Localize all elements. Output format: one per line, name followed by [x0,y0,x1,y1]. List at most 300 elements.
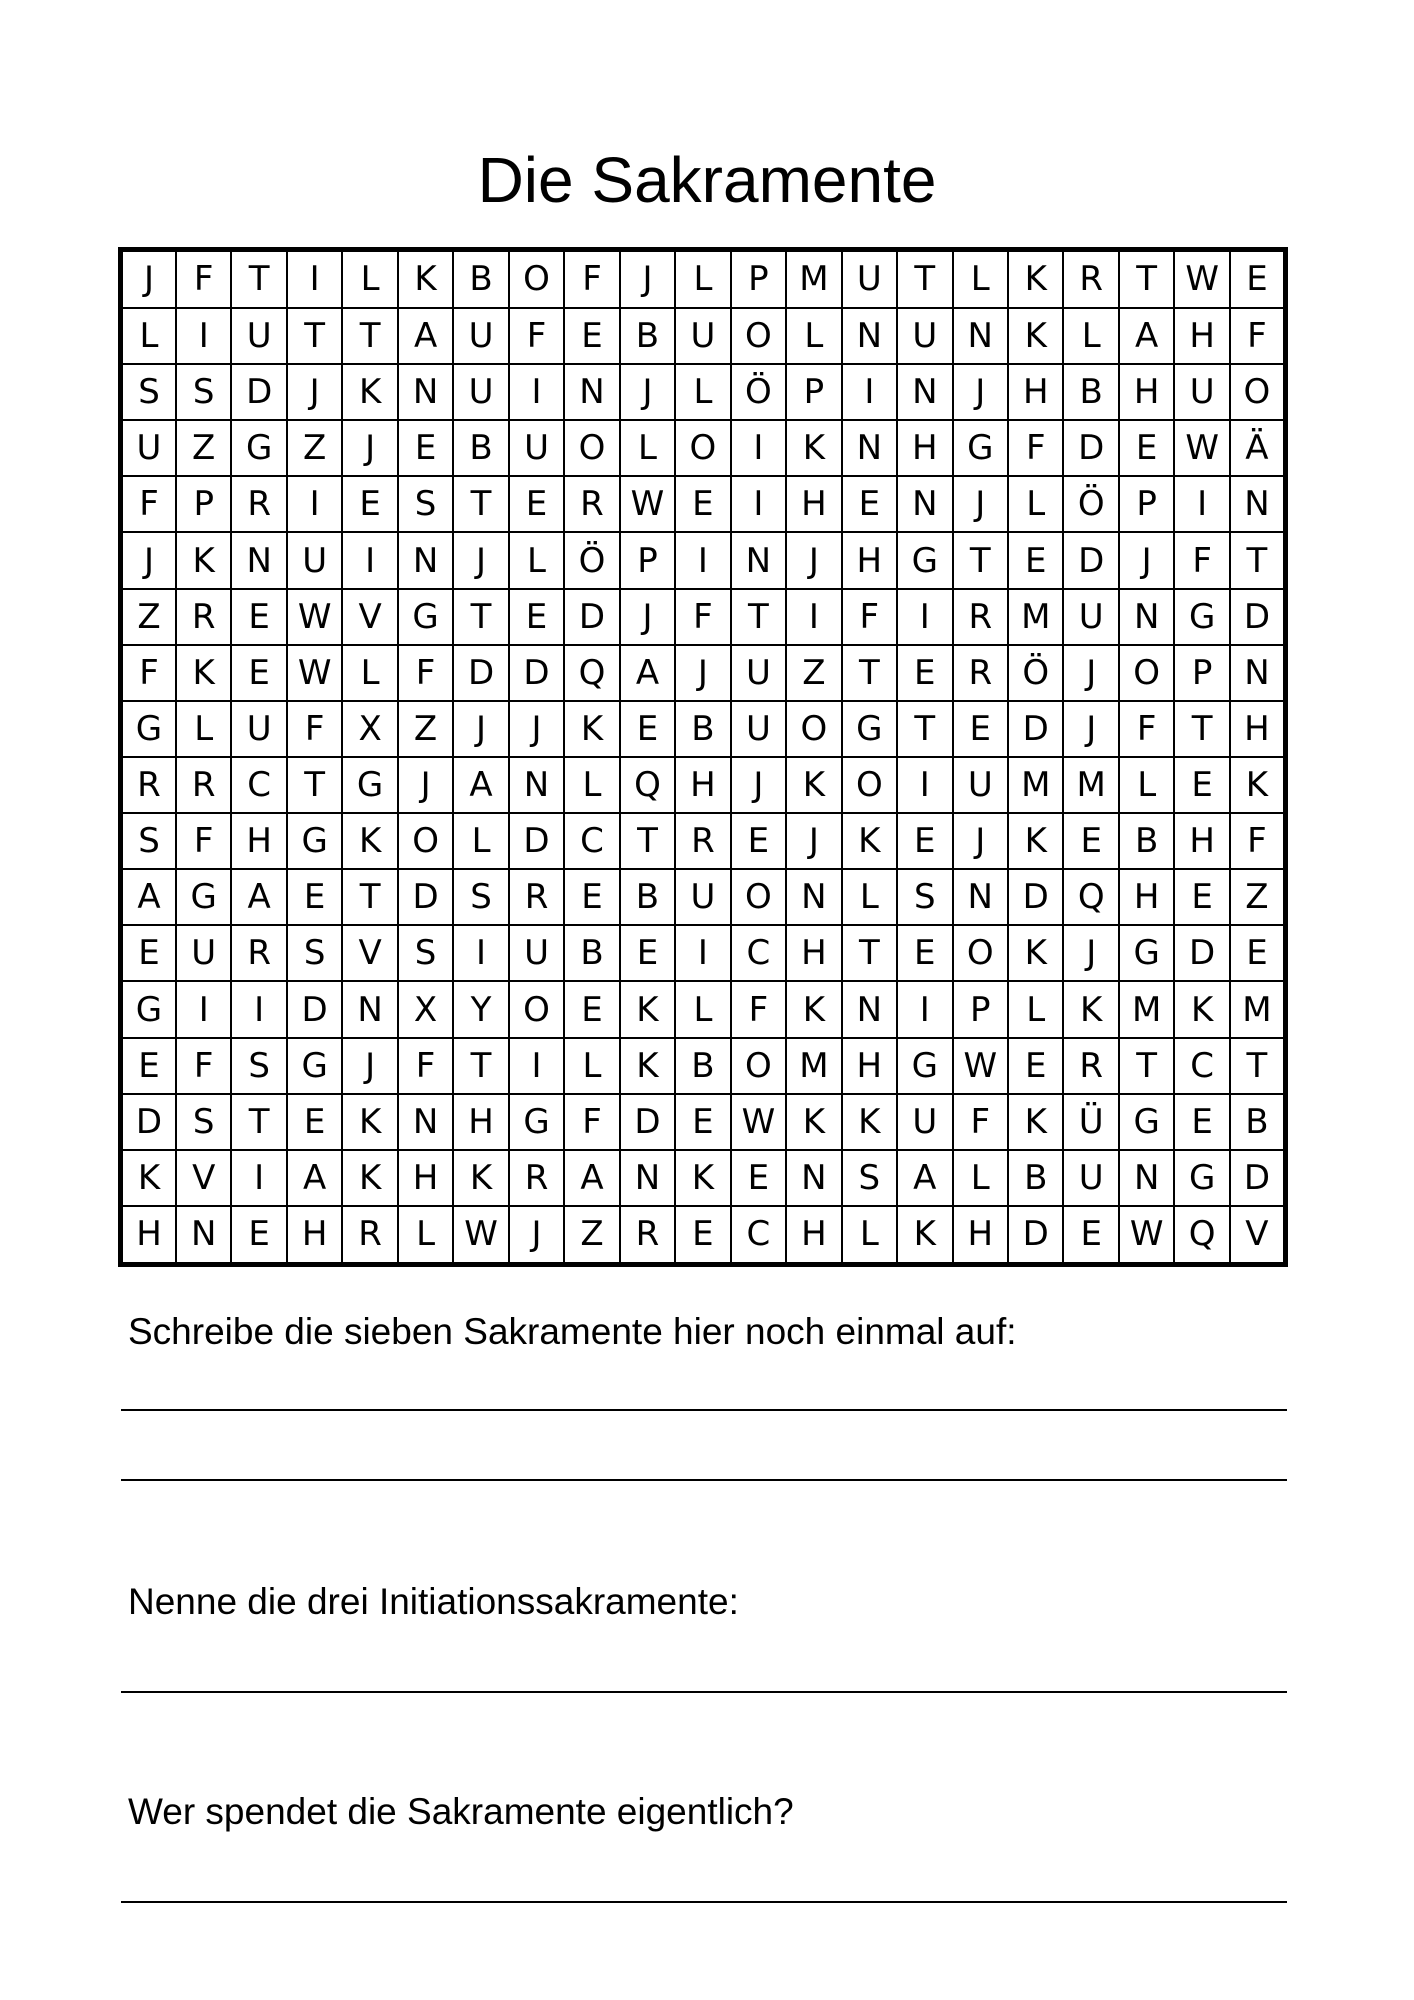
grid-cell[interactable]: N [953,308,1008,364]
grid-cell[interactable]: E [564,308,619,364]
grid-cell[interactable]: M [786,250,841,308]
grid-cell[interactable]: L [564,1038,619,1094]
grid-cell[interactable]: E [1119,420,1174,476]
grid-cell[interactable]: N [231,532,286,588]
grid-cell[interactable]: N [1230,645,1286,701]
grid-cell[interactable]: F [842,589,897,645]
grid-cell[interactable]: N [897,476,952,532]
grid-cell[interactable]: Q [1174,1206,1229,1265]
grid-cell[interactable]: A [121,869,176,925]
grid-cell[interactable]: E [1174,869,1229,925]
grid-cell[interactable]: I [842,364,897,420]
grid-cell[interactable]: P [1174,645,1229,701]
grid-cell[interactable]: H [287,1206,342,1265]
grid-cell[interactable]: A [287,1150,342,1206]
grid-cell[interactable]: H [1008,364,1063,420]
grid-cell[interactable]: C [564,813,619,869]
grid-cell[interactable]: K [786,981,841,1037]
grid-cell[interactable]: E [1063,1206,1118,1265]
grid-cell[interactable]: U [231,308,286,364]
grid-cell[interactable]: E [897,813,952,869]
grid-cell[interactable]: K [453,1150,508,1206]
grid-cell[interactable]: O [953,925,1008,981]
grid-cell[interactable]: F [1119,701,1174,757]
grid-cell[interactable]: T [231,1094,286,1150]
grid-cell[interactable]: E [1063,813,1118,869]
grid-cell[interactable]: K [342,1094,397,1150]
grid-cell[interactable]: Ö [564,532,619,588]
grid-cell[interactable]: G [342,757,397,813]
grid-cell[interactable]: E [1230,250,1286,308]
grid-cell[interactable]: E [1174,1094,1229,1150]
grid-cell[interactable]: A [398,308,453,364]
grid-cell[interactable]: E [731,813,786,869]
grid-cell[interactable]: K [1230,757,1286,813]
grid-cell[interactable]: T [842,925,897,981]
grid-cell[interactable]: J [675,645,730,701]
grid-cell[interactable]: Z [786,645,841,701]
grid-cell[interactable]: H [842,532,897,588]
grid-cell[interactable]: G [287,1038,342,1094]
grid-cell[interactable]: D [1230,589,1286,645]
grid-cell[interactable]: A [453,757,508,813]
grid-cell[interactable]: U [897,1094,952,1150]
grid-cell[interactable]: H [675,757,730,813]
grid-cell[interactable]: I [287,250,342,308]
grid-cell[interactable]: E [121,925,176,981]
grid-cell[interactable]: J [1063,925,1118,981]
grid-cell[interactable]: O [509,250,564,308]
answer-line-1[interactable] [121,1409,1287,1411]
grid-cell[interactable]: K [786,1094,841,1150]
grid-cell[interactable]: J [1063,645,1118,701]
grid-cell[interactable]: U [731,701,786,757]
grid-cell[interactable]: O [1119,645,1174,701]
grid-cell[interactable]: G [1119,1094,1174,1150]
grid-cell[interactable]: L [842,869,897,925]
grid-cell[interactable]: N [398,532,453,588]
grid-cell[interactable]: N [1119,1150,1174,1206]
grid-cell[interactable]: U [1174,364,1229,420]
grid-cell[interactable]: E [231,1206,286,1265]
grid-cell[interactable]: F [564,1094,619,1150]
grid-cell[interactable]: G [121,981,176,1037]
grid-cell[interactable]: Ö [1063,476,1118,532]
grid-cell[interactable]: T [1230,532,1286,588]
grid-cell[interactable]: O [675,420,730,476]
grid-cell[interactable]: M [1119,981,1174,1037]
grid-cell[interactable]: Q [1063,869,1118,925]
grid-cell[interactable]: K [786,757,841,813]
grid-cell[interactable]: N [176,1206,231,1265]
grid-cell[interactable]: R [509,869,564,925]
grid-cell[interactable]: R [509,1150,564,1206]
grid-cell[interactable]: K [1063,981,1118,1037]
grid-cell[interactable]: R [953,645,1008,701]
grid-cell[interactable]: E [675,1206,730,1265]
grid-cell[interactable]: A [231,869,286,925]
grid-cell[interactable]: F [121,476,176,532]
grid-cell[interactable]: E [731,1150,786,1206]
grid-cell[interactable]: I [453,925,508,981]
grid-cell[interactable]: B [453,420,508,476]
grid-cell[interactable]: Q [564,645,619,701]
grid-cell[interactable]: U [897,308,952,364]
grid-cell[interactable]: B [620,869,675,925]
grid-cell[interactable]: H [786,1206,841,1265]
grid-cell[interactable]: U [453,364,508,420]
grid-cell[interactable]: Y [453,981,508,1037]
grid-cell[interactable]: P [620,532,675,588]
grid-cell[interactable]: K [620,1038,675,1094]
grid-cell[interactable]: E [1230,925,1286,981]
grid-cell[interactable]: H [1174,308,1229,364]
grid-cell[interactable]: J [786,532,841,588]
grid-cell[interactable]: F [1174,532,1229,588]
grid-cell[interactable]: S [121,813,176,869]
grid-cell[interactable]: V [342,589,397,645]
grid-cell[interactable]: B [1119,813,1174,869]
grid-cell[interactable]: S [398,925,453,981]
grid-cell[interactable]: S [176,1094,231,1150]
grid-cell[interactable]: T [1119,250,1174,308]
grid-cell[interactable]: G [287,813,342,869]
grid-cell[interactable]: D [1008,701,1063,757]
grid-cell[interactable]: M [1008,757,1063,813]
grid-cell[interactable]: K [1174,981,1229,1037]
grid-cell[interactable]: L [342,250,397,308]
grid-cell[interactable]: N [786,869,841,925]
grid-cell[interactable]: J [342,420,397,476]
grid-cell[interactable]: I [176,981,231,1037]
grid-cell[interactable]: U [675,869,730,925]
grid-cell[interactable]: O [564,420,619,476]
grid-cell[interactable]: E [564,981,619,1037]
grid-cell[interactable]: Ü [1063,1094,1118,1150]
grid-cell[interactable]: K [121,1150,176,1206]
grid-cell[interactable]: D [1063,532,1118,588]
grid-cell[interactable]: U [675,308,730,364]
grid-cell[interactable]: N [842,308,897,364]
grid-cell[interactable]: H [842,1038,897,1094]
grid-cell[interactable]: W [287,589,342,645]
grid-cell[interactable]: P [731,250,786,308]
grid-cell[interactable]: E [287,1094,342,1150]
grid-cell[interactable]: F [564,250,619,308]
grid-cell[interactable]: D [1063,420,1118,476]
grid-cell[interactable]: H [1230,701,1286,757]
grid-cell[interactable]: B [675,701,730,757]
answer-line-2[interactable] [121,1479,1287,1481]
grid-cell[interactable]: O [731,869,786,925]
grid-cell[interactable]: K [342,1150,397,1206]
grid-cell[interactable]: G [842,701,897,757]
grid-cell[interactable]: W [453,1206,508,1265]
grid-cell[interactable]: N [953,869,1008,925]
grid-cell[interactable]: H [1174,813,1229,869]
grid-cell[interactable]: K [1008,308,1063,364]
grid-cell[interactable]: S [842,1150,897,1206]
grid-cell[interactable]: F [1008,420,1063,476]
grid-cell[interactable]: F [675,589,730,645]
grid-cell[interactable]: V [1230,1206,1286,1265]
grid-cell[interactable]: O [398,813,453,869]
grid-cell[interactable]: G [398,589,453,645]
grid-cell[interactable]: P [953,981,1008,1037]
grid-cell[interactable]: U [121,420,176,476]
grid-cell[interactable]: U [953,757,1008,813]
grid-cell[interactable]: I [897,757,952,813]
grid-cell[interactable]: J [509,1206,564,1265]
grid-cell[interactable]: T [287,308,342,364]
grid-cell[interactable]: T [453,1038,508,1094]
grid-cell[interactable]: G [121,701,176,757]
grid-cell[interactable]: N [842,981,897,1037]
grid-cell[interactable]: K [897,1206,952,1265]
grid-cell[interactable]: X [398,981,453,1037]
grid-cell[interactable]: U [509,420,564,476]
grid-cell[interactable]: L [1119,757,1174,813]
grid-cell[interactable]: H [453,1094,508,1150]
grid-cell[interactable]: K [176,532,231,588]
grid-cell[interactable]: O [731,1038,786,1094]
grid-cell[interactable]: J [953,813,1008,869]
grid-cell[interactable]: T [453,589,508,645]
grid-cell[interactable]: B [1008,1150,1063,1206]
grid-cell[interactable]: N [1119,589,1174,645]
grid-cell[interactable]: D [564,589,619,645]
grid-cell[interactable]: S [453,869,508,925]
grid-cell[interactable]: M [786,1038,841,1094]
grid-cell[interactable]: F [398,1038,453,1094]
grid-cell[interactable]: N [897,364,952,420]
grid-cell[interactable]: L [509,532,564,588]
grid-cell[interactable]: I [231,981,286,1037]
grid-cell[interactable]: K [620,981,675,1037]
grid-cell[interactable]: D [287,981,342,1037]
grid-cell[interactable]: I [1174,476,1229,532]
grid-cell[interactable]: O [786,701,841,757]
grid-cell[interactable]: C [1174,1038,1229,1094]
grid-cell[interactable]: T [342,869,397,925]
grid-cell[interactable]: N [620,1150,675,1206]
grid-cell[interactable]: J [620,364,675,420]
grid-cell[interactable]: F [731,981,786,1037]
grid-cell[interactable]: L [842,1206,897,1265]
grid-cell[interactable]: N [342,981,397,1037]
grid-cell[interactable]: F [509,308,564,364]
grid-cell[interactable]: I [509,1038,564,1094]
grid-cell[interactable]: A [564,1150,619,1206]
grid-cell[interactable]: A [1119,308,1174,364]
grid-cell[interactable]: S [121,364,176,420]
grid-cell[interactable]: N [398,1094,453,1150]
grid-cell[interactable]: Ö [1008,645,1063,701]
grid-cell[interactable]: H [121,1206,176,1265]
grid-cell[interactable]: E [620,925,675,981]
grid-cell[interactable]: F [1230,308,1286,364]
grid-cell[interactable]: N [842,420,897,476]
grid-cell[interactable]: E [509,476,564,532]
grid-cell[interactable]: K [1008,813,1063,869]
grid-cell[interactable]: S [176,364,231,420]
grid-cell[interactable]: E [121,1038,176,1094]
grid-cell[interactable]: L [675,250,730,308]
grid-cell[interactable]: Z [1230,869,1286,925]
grid-cell[interactable]: Ö [731,364,786,420]
grid-cell[interactable]: J [453,532,508,588]
grid-cell[interactable]: J [287,364,342,420]
grid-cell[interactable]: E [675,476,730,532]
grid-cell[interactable]: H [1119,869,1174,925]
grid-cell[interactable]: K [842,813,897,869]
grid-cell[interactable]: P [1119,476,1174,532]
grid-cell[interactable]: R [176,757,231,813]
grid-cell[interactable]: I [897,589,952,645]
grid-cell[interactable]: I [731,420,786,476]
grid-cell[interactable]: N [786,1150,841,1206]
grid-cell[interactable]: L [786,308,841,364]
grid-cell[interactable]: T [342,308,397,364]
grid-cell[interactable]: G [1174,589,1229,645]
grid-cell[interactable]: O [1230,364,1286,420]
grid-cell[interactable]: A [897,1150,952,1206]
grid-cell[interactable]: F [398,645,453,701]
grid-cell[interactable]: N [509,757,564,813]
grid-cell[interactable]: M [1063,757,1118,813]
grid-cell[interactable]: D [1174,925,1229,981]
grid-cell[interactable]: D [1230,1150,1286,1206]
grid-cell[interactable]: U [453,308,508,364]
grid-cell[interactable]: V [342,925,397,981]
grid-cell[interactable]: H [786,925,841,981]
grid-cell[interactable]: G [953,420,1008,476]
grid-cell[interactable]: L [953,250,1008,308]
grid-cell[interactable]: D [1008,1206,1063,1265]
grid-cell[interactable]: R [953,589,1008,645]
grid-cell[interactable]: T [897,701,952,757]
grid-cell[interactable]: J [731,757,786,813]
grid-cell[interactable]: I [509,364,564,420]
grid-cell[interactable]: W [1119,1206,1174,1265]
grid-cell[interactable]: C [231,757,286,813]
grid-cell[interactable]: M [1230,981,1286,1037]
grid-cell[interactable]: B [620,308,675,364]
grid-cell[interactable]: R [1063,250,1118,308]
grid-cell[interactable]: K [342,364,397,420]
grid-cell[interactable]: K [1008,250,1063,308]
grid-cell[interactable]: I [176,308,231,364]
grid-cell[interactable]: F [176,1038,231,1094]
grid-cell[interactable]: W [287,645,342,701]
grid-cell[interactable]: E [231,645,286,701]
grid-cell[interactable]: G [897,1038,952,1094]
grid-cell[interactable]: W [953,1038,1008,1094]
grid-cell[interactable]: R [121,757,176,813]
grid-cell[interactable]: J [121,250,176,308]
grid-cell[interactable]: J [398,757,453,813]
grid-cell[interactable]: L [564,757,619,813]
grid-cell[interactable]: I [675,532,730,588]
grid-cell[interactable]: S [398,476,453,532]
grid-cell[interactable]: T [453,476,508,532]
grid-cell[interactable]: G [176,869,231,925]
grid-cell[interactable]: S [897,869,952,925]
grid-cell[interactable]: Z [176,420,231,476]
grid-cell[interactable]: J [453,701,508,757]
grid-cell[interactable]: W [620,476,675,532]
grid-cell[interactable]: G [897,532,952,588]
grid-cell[interactable]: X [342,701,397,757]
grid-cell[interactable]: F [953,1094,1008,1150]
grid-cell[interactable]: F [1230,813,1286,869]
grid-cell[interactable]: E [509,589,564,645]
grid-cell[interactable]: C [731,1206,786,1265]
grid-cell[interactable]: J [620,589,675,645]
grid-cell[interactable]: K [786,420,841,476]
grid-cell[interactable]: F [121,645,176,701]
grid-cell[interactable]: W [1174,250,1229,308]
grid-cell[interactable]: L [453,813,508,869]
grid-cell[interactable]: J [121,532,176,588]
grid-cell[interactable]: E [564,869,619,925]
grid-cell[interactable]: G [509,1094,564,1150]
grid-cell[interactable]: K [842,1094,897,1150]
grid-cell[interactable]: P [786,364,841,420]
grid-cell[interactable]: T [842,645,897,701]
grid-cell[interactable]: U [731,645,786,701]
grid-cell[interactable]: L [398,1206,453,1265]
grid-cell[interactable]: Ä [1230,420,1286,476]
grid-cell[interactable]: T [1174,701,1229,757]
grid-cell[interactable]: W [731,1094,786,1150]
grid-cell[interactable]: K [564,701,619,757]
grid-cell[interactable]: D [620,1094,675,1150]
grid-cell[interactable]: O [731,308,786,364]
grid-cell[interactable]: D [509,813,564,869]
grid-cell[interactable]: L [1008,476,1063,532]
grid-cell[interactable]: G [231,420,286,476]
grid-cell[interactable]: Q [620,757,675,813]
grid-cell[interactable]: E [287,869,342,925]
grid-cell[interactable]: U [842,250,897,308]
grid-cell[interactable]: Z [287,420,342,476]
grid-cell[interactable]: R [231,925,286,981]
grid-cell[interactable]: Z [398,701,453,757]
grid-cell[interactable]: D [509,645,564,701]
grid-cell[interactable]: A [620,645,675,701]
grid-cell[interactable]: F [176,250,231,308]
grid-cell[interactable]: N [398,364,453,420]
grid-cell[interactable]: E [675,1094,730,1150]
grid-cell[interactable]: L [1008,981,1063,1037]
grid-cell[interactable]: L [1063,308,1118,364]
grid-cell[interactable]: L [176,701,231,757]
grid-cell[interactable]: R [620,1206,675,1265]
grid-cell[interactable]: J [953,364,1008,420]
grid-cell[interactable]: K [342,813,397,869]
grid-cell[interactable]: H [897,420,952,476]
grid-cell[interactable]: D [1008,869,1063,925]
grid-cell[interactable]: E [1008,1038,1063,1094]
grid-cell[interactable]: N [564,364,619,420]
grid-cell[interactable]: F [176,813,231,869]
grid-cell[interactable]: G [1174,1150,1229,1206]
grid-cell[interactable]: L [953,1150,1008,1206]
grid-cell[interactable]: N [731,532,786,588]
grid-cell[interactable]: T [231,250,286,308]
grid-cell[interactable]: K [1008,925,1063,981]
